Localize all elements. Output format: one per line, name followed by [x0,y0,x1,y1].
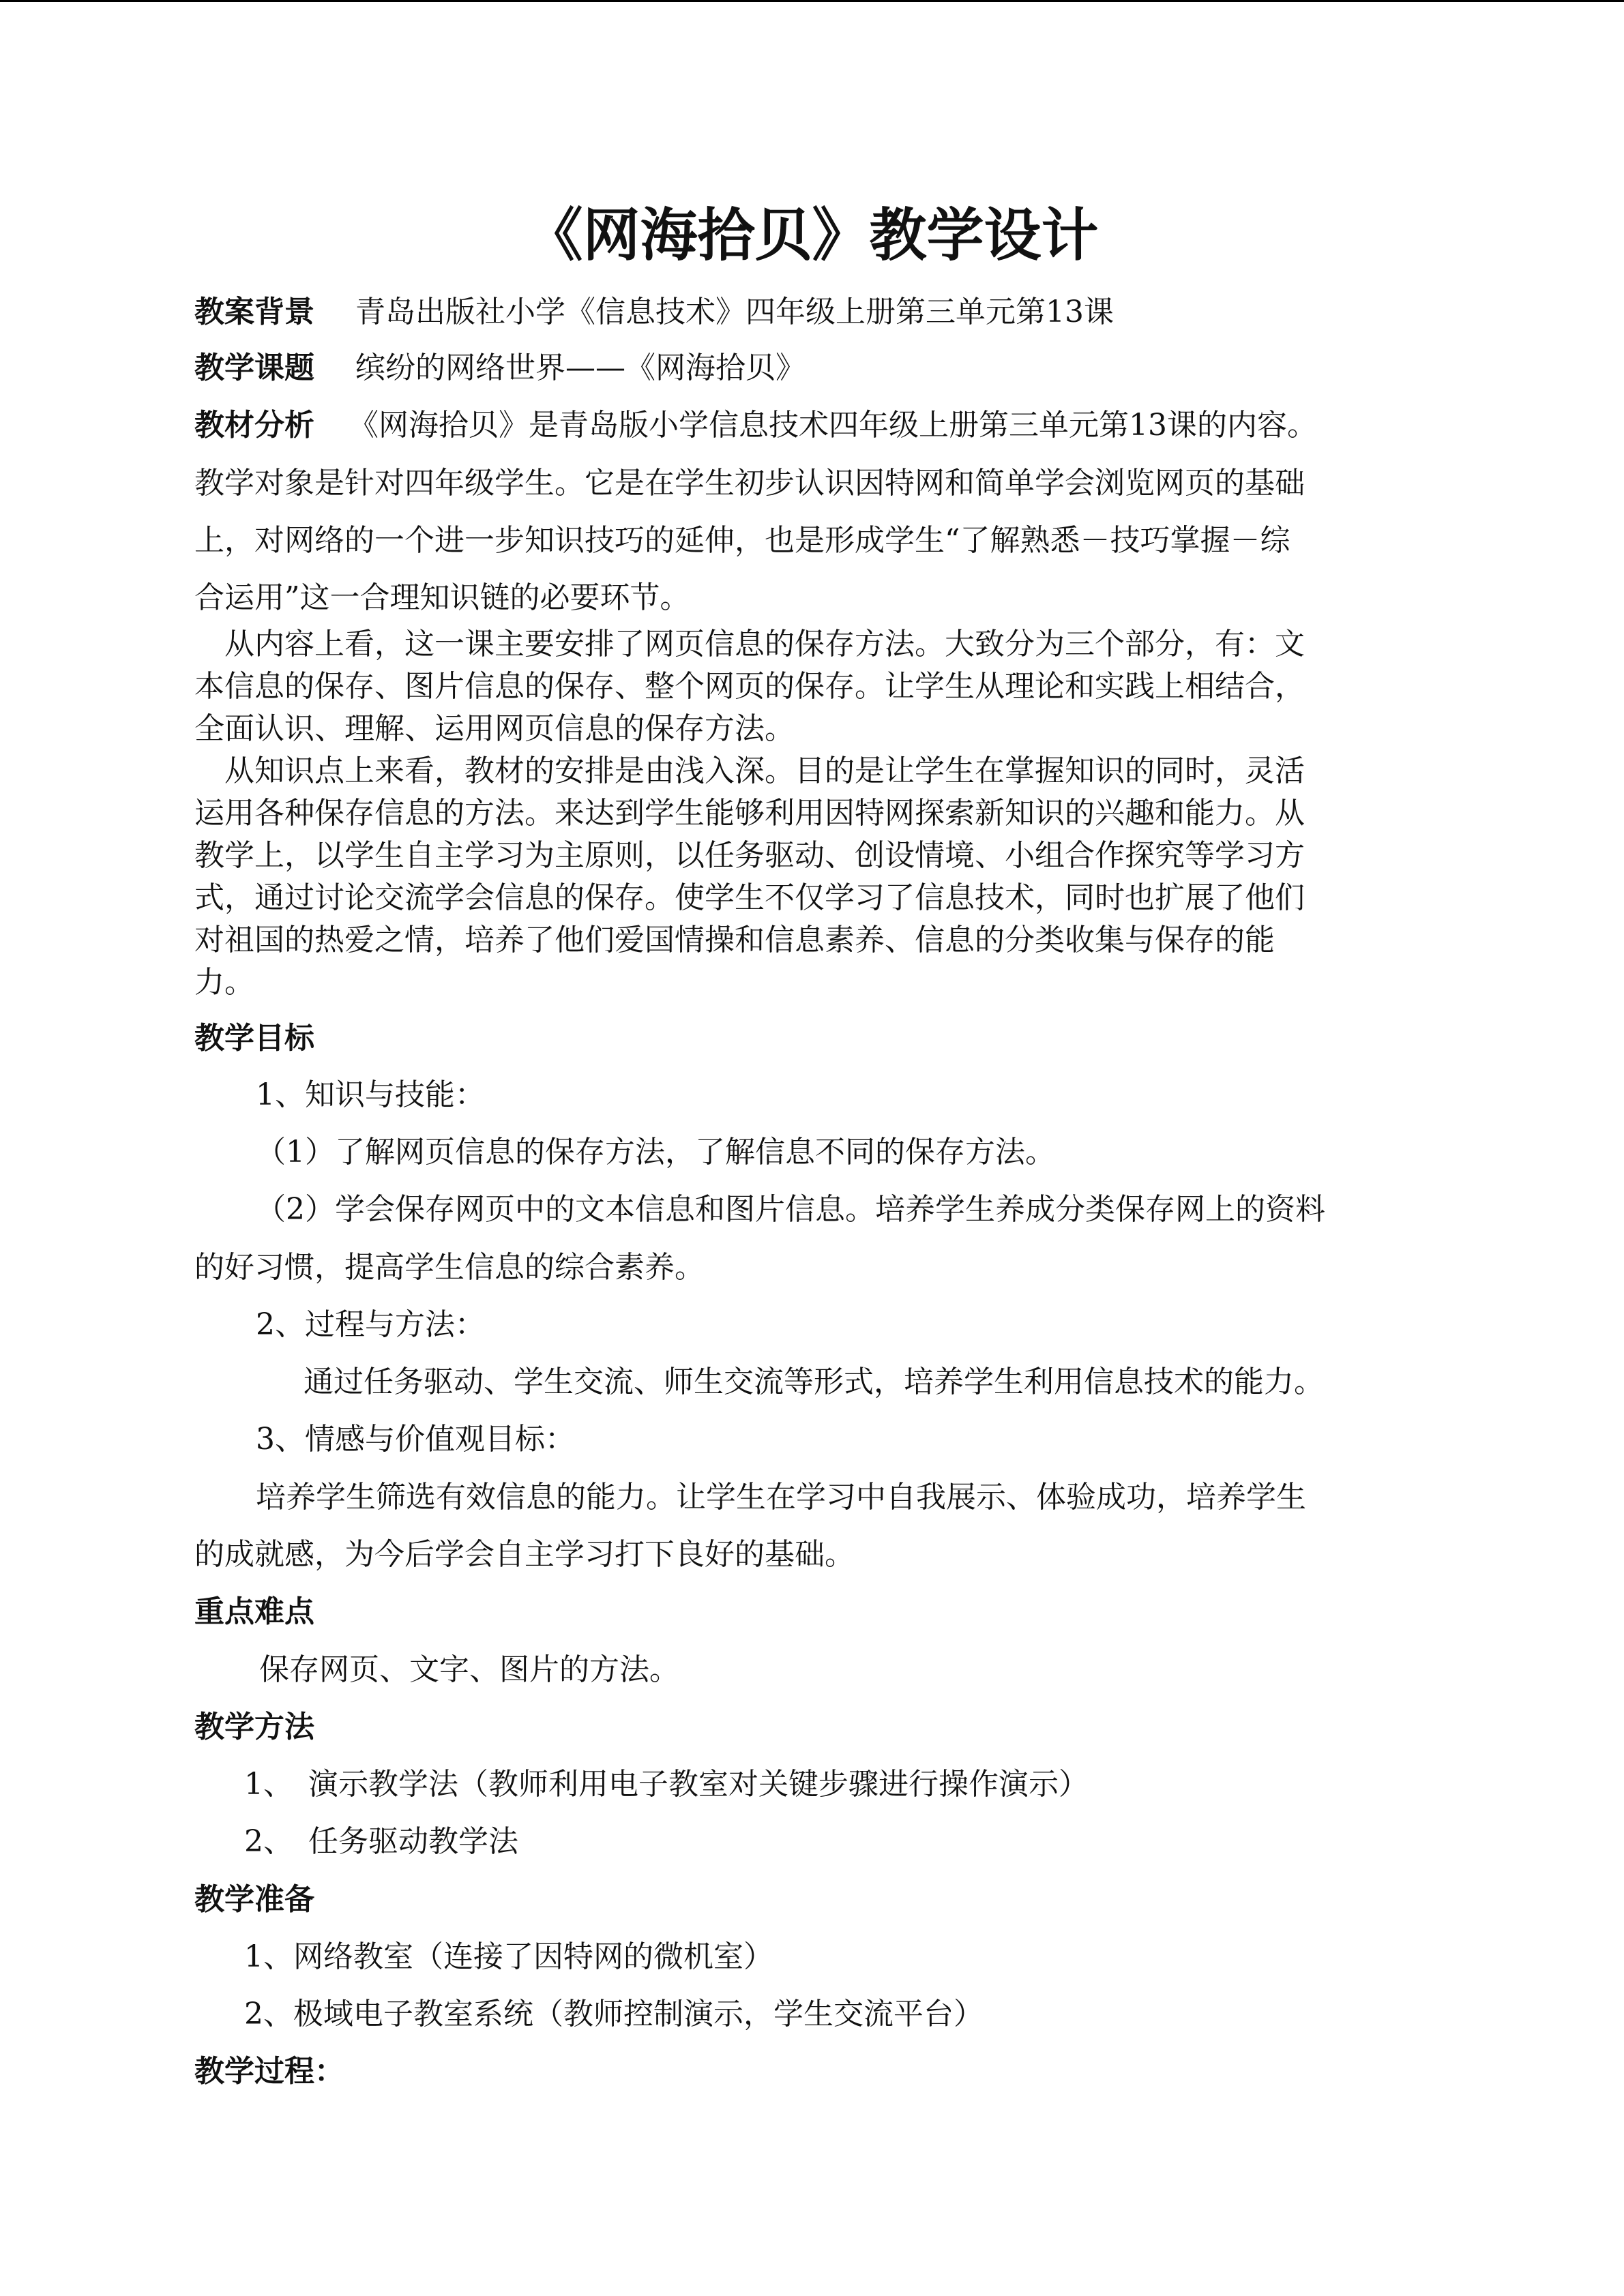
process-label: 教学过程： [194,2054,344,2089]
objective-line: （2）学会保存网页中的文本信息和图片信息。培养学生养成分类保存网上的资料 [256,1192,1325,1227]
objective-line: （1）了解网页信息的保存方法，了解信息不同的保存方法。 [256,1135,1055,1169]
topic-label: 教学课题 [194,351,314,385]
objective-line: 培养学生筛选有效信息的能力。让学生在学习中自我展示、体验成功，培养学生 [256,1480,1306,1515]
objective-line: 1、知识与技能： [256,1077,485,1112]
analysis-line: 教学上，以学生自主学习为主原则，以任务驱动、创设情境、小组合作探究等学习方 [194,838,1305,873]
page-border [0,0,1624,2]
analysis-line: 全面认识、理解、运用网页信息的保存方法。 [194,711,795,746]
analysis-line: 从内容上看，这一课主要安排了网页信息的保存方法。大致分为三个部分，有：文 [194,627,1305,661]
analysis-line: 上，对网络的一个进一步知识技巧的延伸，也是形成学生“了解熟悉－技巧掌握－综 [194,523,1290,558]
analysis-line: 运用各种保存信息的方法。来达到学生能够利用因特网探索新知识的兴趣和能力。从 [194,796,1305,831]
background-row [194,293,1114,331]
analysis-line: 《网海拾贝》是青岛版小学信息技术四年级上册第三单元第13课的内容。 [349,408,1317,443]
keypoints-text: 保存网页、文字、图片的方法。 [259,1652,679,1687]
analysis-line: 对祖国的热爱之情，培养了他们爱国情操和信息素养、信息的分类收集与保存的能 [194,923,1275,957]
analysis-line: 力。 [194,965,254,1000]
objectives-label: 教学目标 [194,1021,314,1056]
preparation-item: 1、网络教室（连接了因特网的微机室） [244,1939,773,1974]
page-title: 《网海拾贝》教学设计 [525,202,1099,269]
analysis-line: 式，通过讨论交流学会信息的保存。使学生不仅学习了信息技术，同时也扩展了他们 [194,880,1305,915]
preparation-label: 教学准备 [194,1882,314,1917]
analysis-label: 教材分析 [194,408,314,443]
objective-line: 2、过程与方法： [256,1307,485,1342]
background-text: 青岛出版社小学《信息技术》四年级上册第三单元第13课 [355,295,1114,329]
topic-row [194,349,806,387]
analysis-line: 本信息的保存、图片信息的保存、整个网页的保存。让学生从理论和实践上相结合， [194,669,1305,704]
analysis-row [194,406,1317,445]
objective-line: 的好习惯，提高学生信息的综合素养。 [194,1250,705,1285]
analysis-line: 从知识点上来看，教材的安排是由浅入深。目的是让学生在掌握知识的同时，灵活 [194,754,1305,788]
topic-text: 缤纷的网络世界——《网海拾贝》 [355,351,806,385]
background-label: 教案背景 [194,295,314,329]
preparation-item: 2、极域电子教室系统（教师控制演示，学生交流平台） [244,1997,984,2031]
method-item: 1、 演示教学法（教师利用电子教室对关键步骤进行操作演示） [244,1767,1089,1802]
methods-label: 教学方法 [194,1710,314,1744]
objective-line: 的成就感，为今后学会自主学习打下良好的基础。 [194,1537,855,1572]
method-item: 2、 任务驱动教学法 [244,1824,518,1859]
keypoints-label: 重点难点 [194,1594,314,1629]
objective-line: 通过任务驱动、学生交流、师生交流等形式，培养学生利用信息技术的能力。 [304,1365,1324,1399]
analysis-line: 合运用”这一合理知识链的必要环节。 [194,580,690,615]
analysis-line: 教学对象是针对四年级学生。它是在学生初步认识因特网和简单学会浏览网页的基础 [194,466,1305,501]
objective-line: 3、情感与价值观目标： [256,1422,575,1457]
